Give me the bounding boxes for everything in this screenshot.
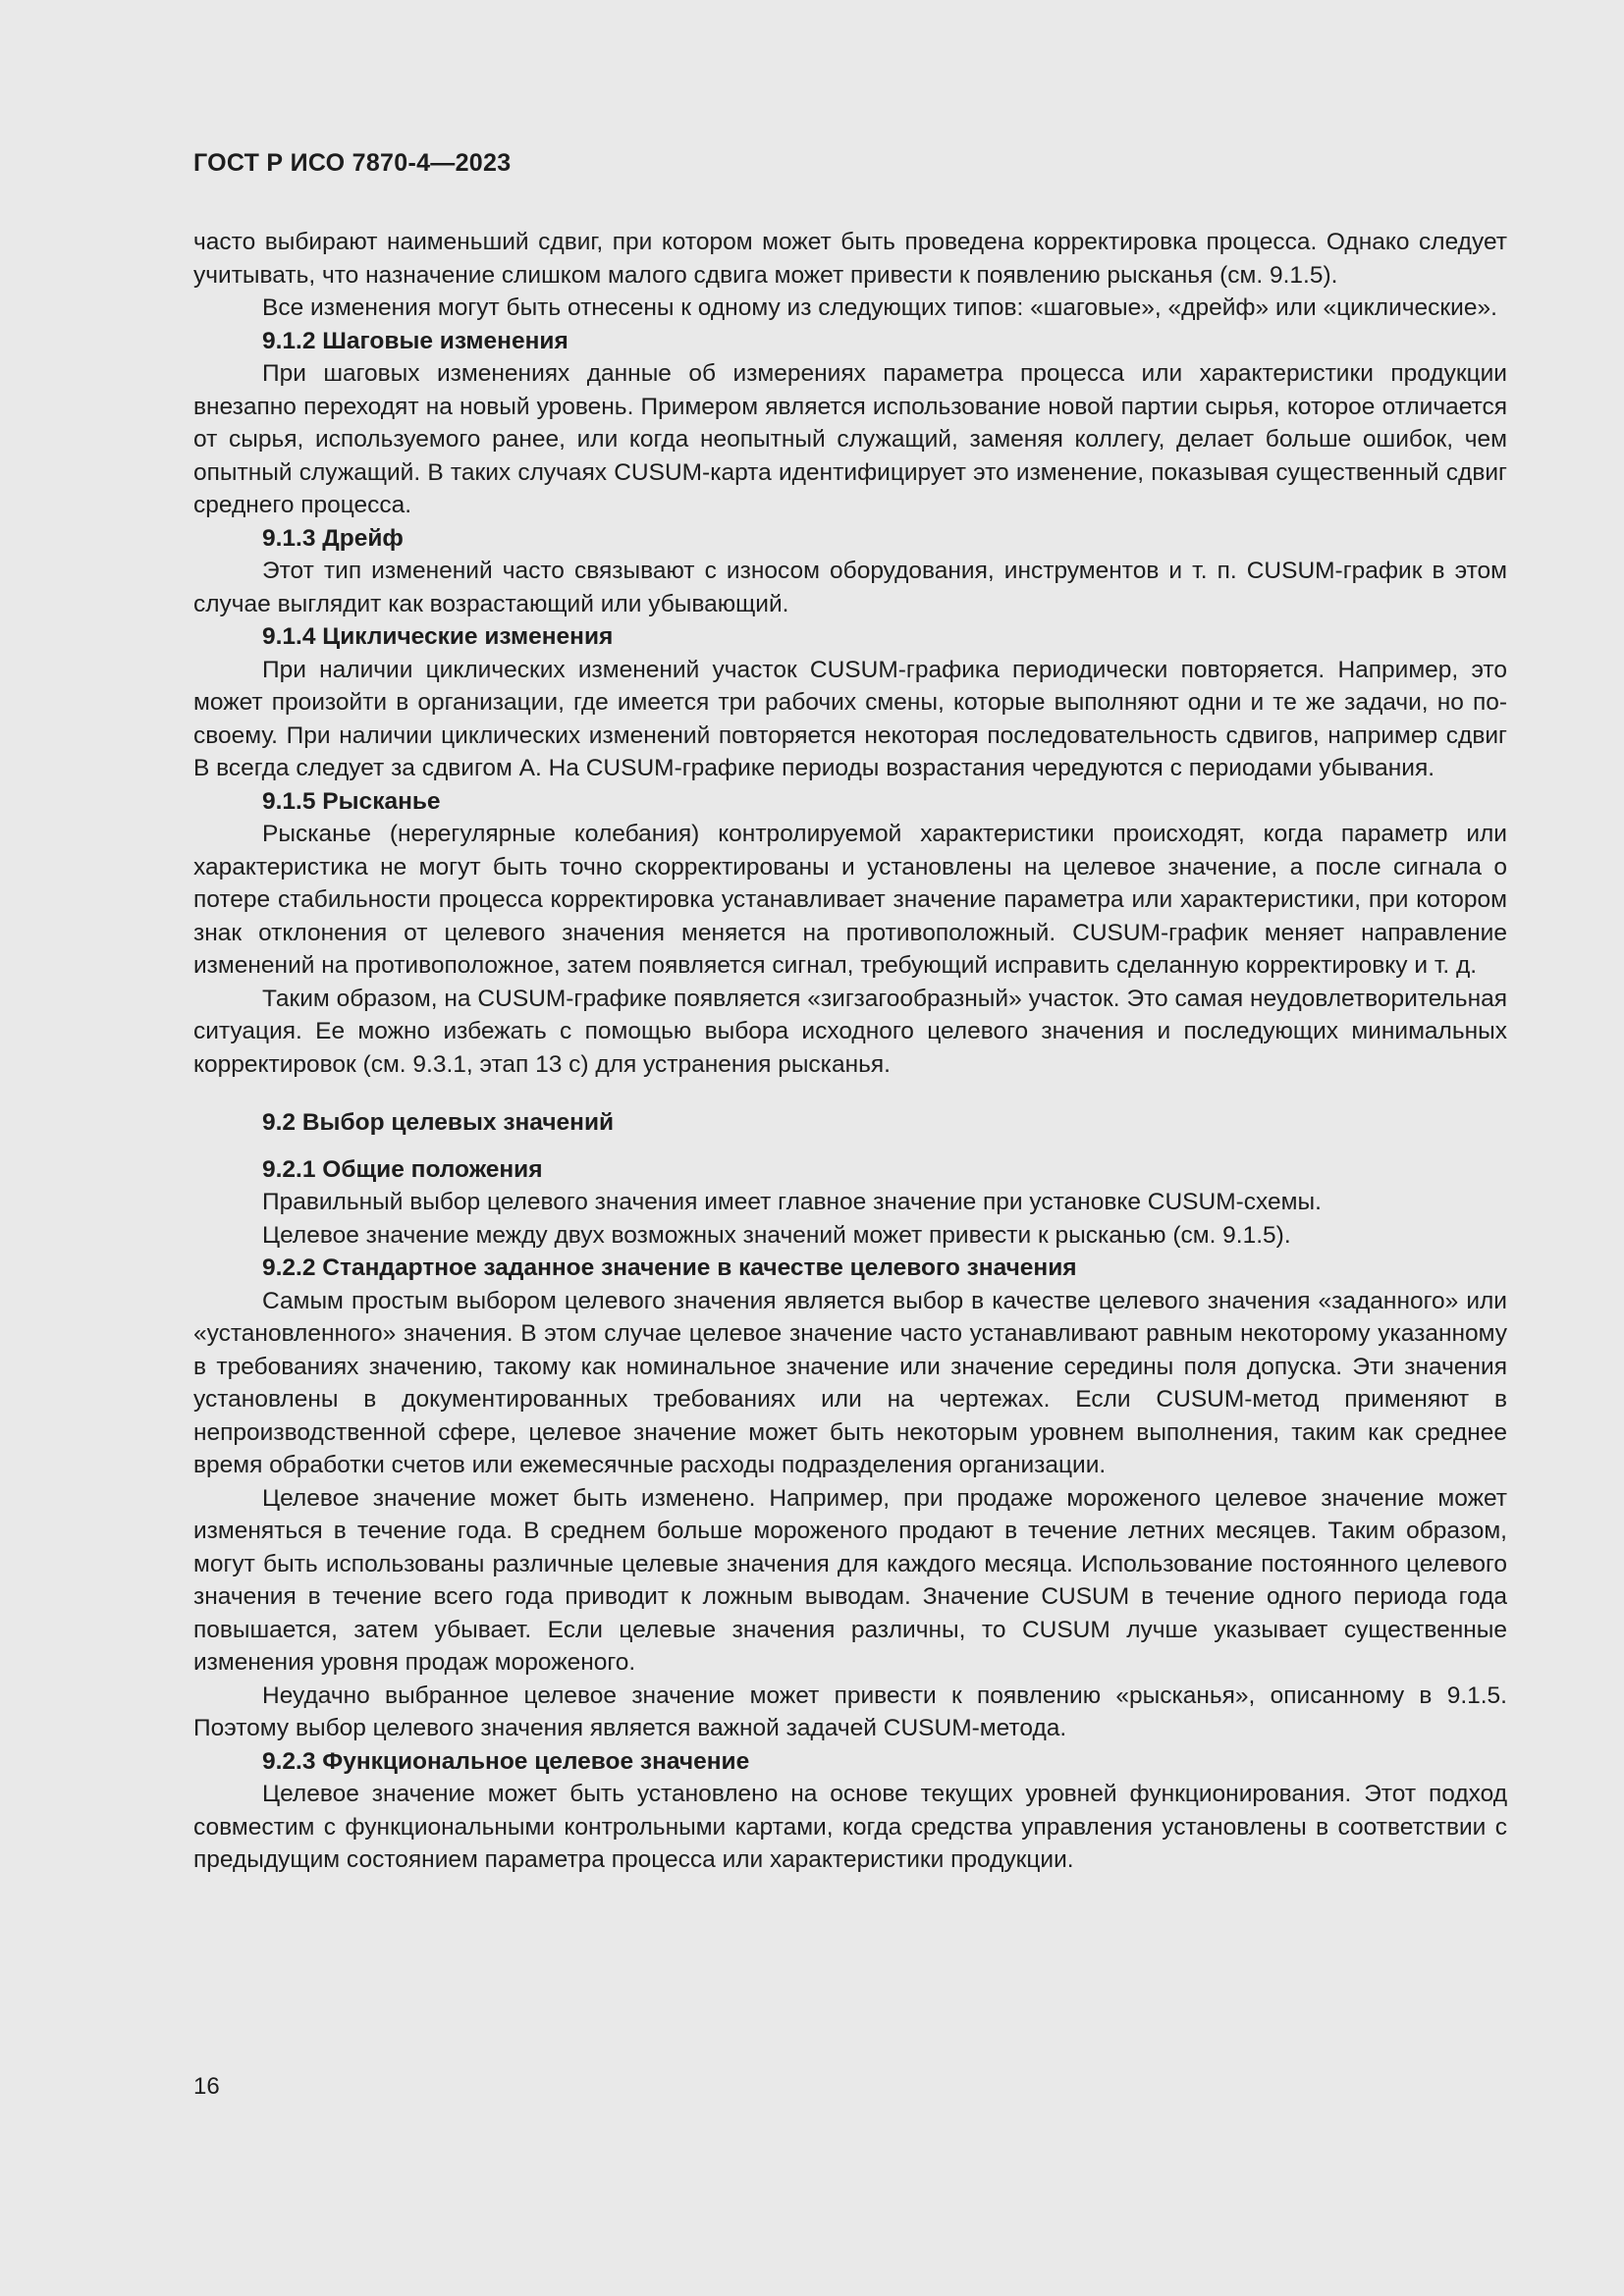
- heading-9-1-3: 9.1.3 Дрейф: [262, 524, 404, 552]
- paragraph: Рысканье (нерегулярные колебания) контролируемой характеристики происходят, когда параметр или характеристика не могут быть точно скорректированы и установлены на целевое значение, а после сигнала о потере стабильности процесса корректировка устанавливает значение параметра или характеристики, при котором знак отклонения от целевого значения меняется на противоположный. CUSUM-график меняет направление изменений на противоположное, затем появляется сигнал, требующий исправить сделанную корректировку и т. д.: [193, 821, 1507, 979]
- page-number: 16: [193, 2073, 220, 2100]
- paragraph: Этот тип изменений часто связывают с износом оборудования, инструментов и т. п. CUSUM-график в этом случае выглядит как возрастающий или убывающий.: [193, 558, 1507, 617]
- paragraph: При наличии циклических изменений участок CUSUM-графика периодически повторяется. Например, это может произойти в организации, где имеется три рабочих смены, которые выполняют одни и те же задачи, но по-своему. При наличии циклических изменений повторяется некоторая последовательность сдвигов, например сдвиг В всегда следует за сдвигом А. На CUSUM-графике периоды возрастания чередуются с периодами убывания.: [193, 656, 1507, 781]
- paragraph: Самым простым выбором целевого значения является выбор в качестве целевого значения «заданного» или «установленного» значения. В этом случае целевое значение часто устанавливают равным некоторому указанному в требованиях значению, такому как номинальное значение или значение середины поля допуска. Эти значения установлены в документированных требованиях или на чертежах. Если CUSUM-метод применяют в непроизводственной сфере, целевое значение может быть некоторым уровнем выполнения, таким как среднее время обработки счетов или ежемесячные расходы подразделения организации.: [193, 1287, 1507, 1478]
- heading-9-2-3: 9.2.3 Функциональное целевое значение: [262, 1747, 750, 1775]
- paragraph: часто выбирают наименьший сдвиг, при котором может быть проведена корректировка процесса. Однако следует учитывать, что назначение слишком малого сдвига может привести к появлению рысканья (см. 9.1.5).: [193, 229, 1507, 289]
- page-body: [193, 226, 1507, 1877]
- heading-9-2: 9.2 Выбор целевых значений: [262, 1109, 615, 1136]
- paragraph: Правильный выбор целевого значения имеет главное значение при установке CUSUM-схемы.: [262, 1189, 1322, 1215]
- paragraph: Таким образом, на CUSUM-графике появляется «зигзагообразный» участок. Это самая неудовлетворительная ситуация. Ее можно избежать с помощью выбора исходного целевого значения и последующих минимальных корректировок (см. 9.3.1, этап 13 с) для устранения рысканья.: [193, 985, 1507, 1078]
- document-header: ГОСТ Р ИСО 7870-4—2023: [193, 149, 512, 177]
- heading-9-2-2: 9.2.2 Стандартное заданное значение в качестве целевого значения: [262, 1255, 1077, 1281]
- paragraph: Целевое значение может быть установлено на основе текущих уровней функционирования. Этот подход совместим с функциональными контрольными картами, когда средства управления установлены в соответствии с предыдущим состоянием параметра процесса или характеристики продукции.: [193, 1781, 1507, 1873]
- paragraph: Целевое значение может быть изменено. Например, при продаже мороженого целевое значение может изменяться в течение года. В среднем больше мороженого продают в течение летних месяцев. Таким образом, могут быть использованы различные целевые значения для каждого месяца. Использование постоянного целевого значения в течение всего года приводит к ложным выводам. Значение CUSUM в течение одного периода года повышается, затем убывает. Если целевые значения различны, то CUSUM лучше указывает существенные изменения уровня продаж мороженого.: [193, 1484, 1507, 1676]
- heading-9-1-5: 9.1.5 Рысканье: [262, 787, 441, 815]
- heading-9-1-2: 9.1.2 Шаговые изменения: [262, 327, 568, 354]
- paragraph: При шаговых изменениях данные об измерениях параметра процесса или характеристики продукции внезапно переходят на новый уровень. Примером является использование новой партии сырья, которое отличается от сырья, используемого ранее, или когда неопытный служащий, заменяя коллегу, делает больше ошибок, чем опытный служащий. В таких случаях CUSUM-карта идентифицирует это изменение, показывая существенный сдвиг среднего процесса.: [193, 360, 1507, 518]
- heading-9-2-1: 9.2.1 Общие положения: [262, 1155, 543, 1183]
- paragraph: Целевое значение между двух возможных значений может привести к рысканью (см. 9.1.5).: [262, 1221, 1291, 1249]
- paragraph: Все изменения могут быть отнесены к одному из следующих типов: «шаговые», «дрейф» или «циклические».: [262, 294, 1497, 321]
- heading-9-1-4: 9.1.4 Циклические изменения: [262, 623, 614, 650]
- paragraph: Неудачно выбранное целевое значение может привести к появлению «рысканья», описанному в 9.1.5. Поэтому выбор целевого значения является важной задачей CUSUM-метода.: [193, 1682, 1507, 1741]
